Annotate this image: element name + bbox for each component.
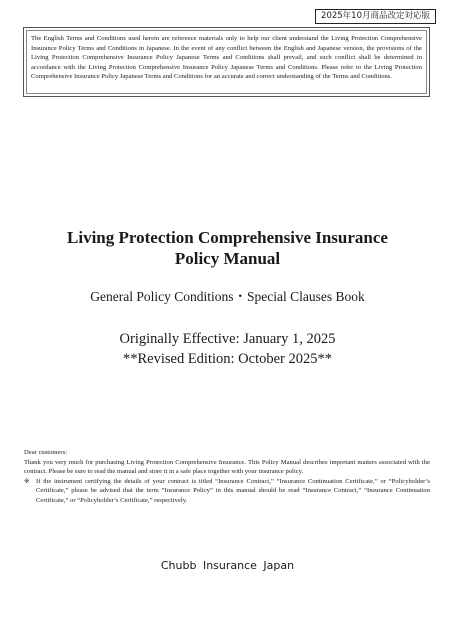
reference-mark-icon: ※	[24, 477, 30, 485]
notice-note	[24, 477, 430, 506]
title-line-1: Living Protection Comprehensive Insurance	[67, 228, 388, 247]
customer-notice	[24, 448, 430, 506]
effective-date: Originally Effective: January 1, 2025	[119, 331, 336, 347]
disclaimer-text: The English Terms and Conditions used herein are reference materials only to help our client understand the Living Protection Comprehensive Insurance Policy Terms and Conditions in Japanese. In the event of any conflict between the English and Japanese version, the provisions of the Living Protection Comprehensive Insurance Policy Japanese Terms and Conditions shall prevail, and such conflict shall be determined in accordance with the Living Protection Comprehensive Insurance Policy Japanese Terms and Conditions. Please refer to the Living Protection Comprehensive Insurance Policy Japanese Terms and Conditions for an accurate and correct understanding of the Terms and Conditions.	[26, 30, 427, 94]
edition-badge: 2025年10月商品改定対応版	[315, 9, 436, 24]
notice-note-text: If the instrument certifying the details of your contract is titled “Insurance Contract,” “Insurance Continuation Certificate,” or “Policyholder’s Certificate,” please be advised that the term “Insurance Policy” in this manual should be read “Insurance Contract,” “Insurance Continuation Certificate,” or “Policyholder’s Certificate,” respectively.	[36, 477, 430, 504]
document-subtitle: General Policy Conditions・Special Clauses Book	[90, 289, 365, 304]
title-line-2: Policy Manual	[174, 249, 281, 268]
notice-body: Thank you very much for purchasing Living Protection Comprehensive Insurance. This Policy Manual describes important matters associated with the contract. Please be sure to read the manual and store it in a safe place together with your insurance policy.	[24, 458, 430, 476]
document-title	[0, 227, 455, 269]
company-name: Chubb Insurance Japan	[160, 559, 295, 572]
revised-edition: **Revised Edition: October 2025**	[122, 351, 332, 367]
notice-greeting: Dear customers:	[24, 449, 68, 456]
disclaimer-box	[23, 27, 430, 97]
